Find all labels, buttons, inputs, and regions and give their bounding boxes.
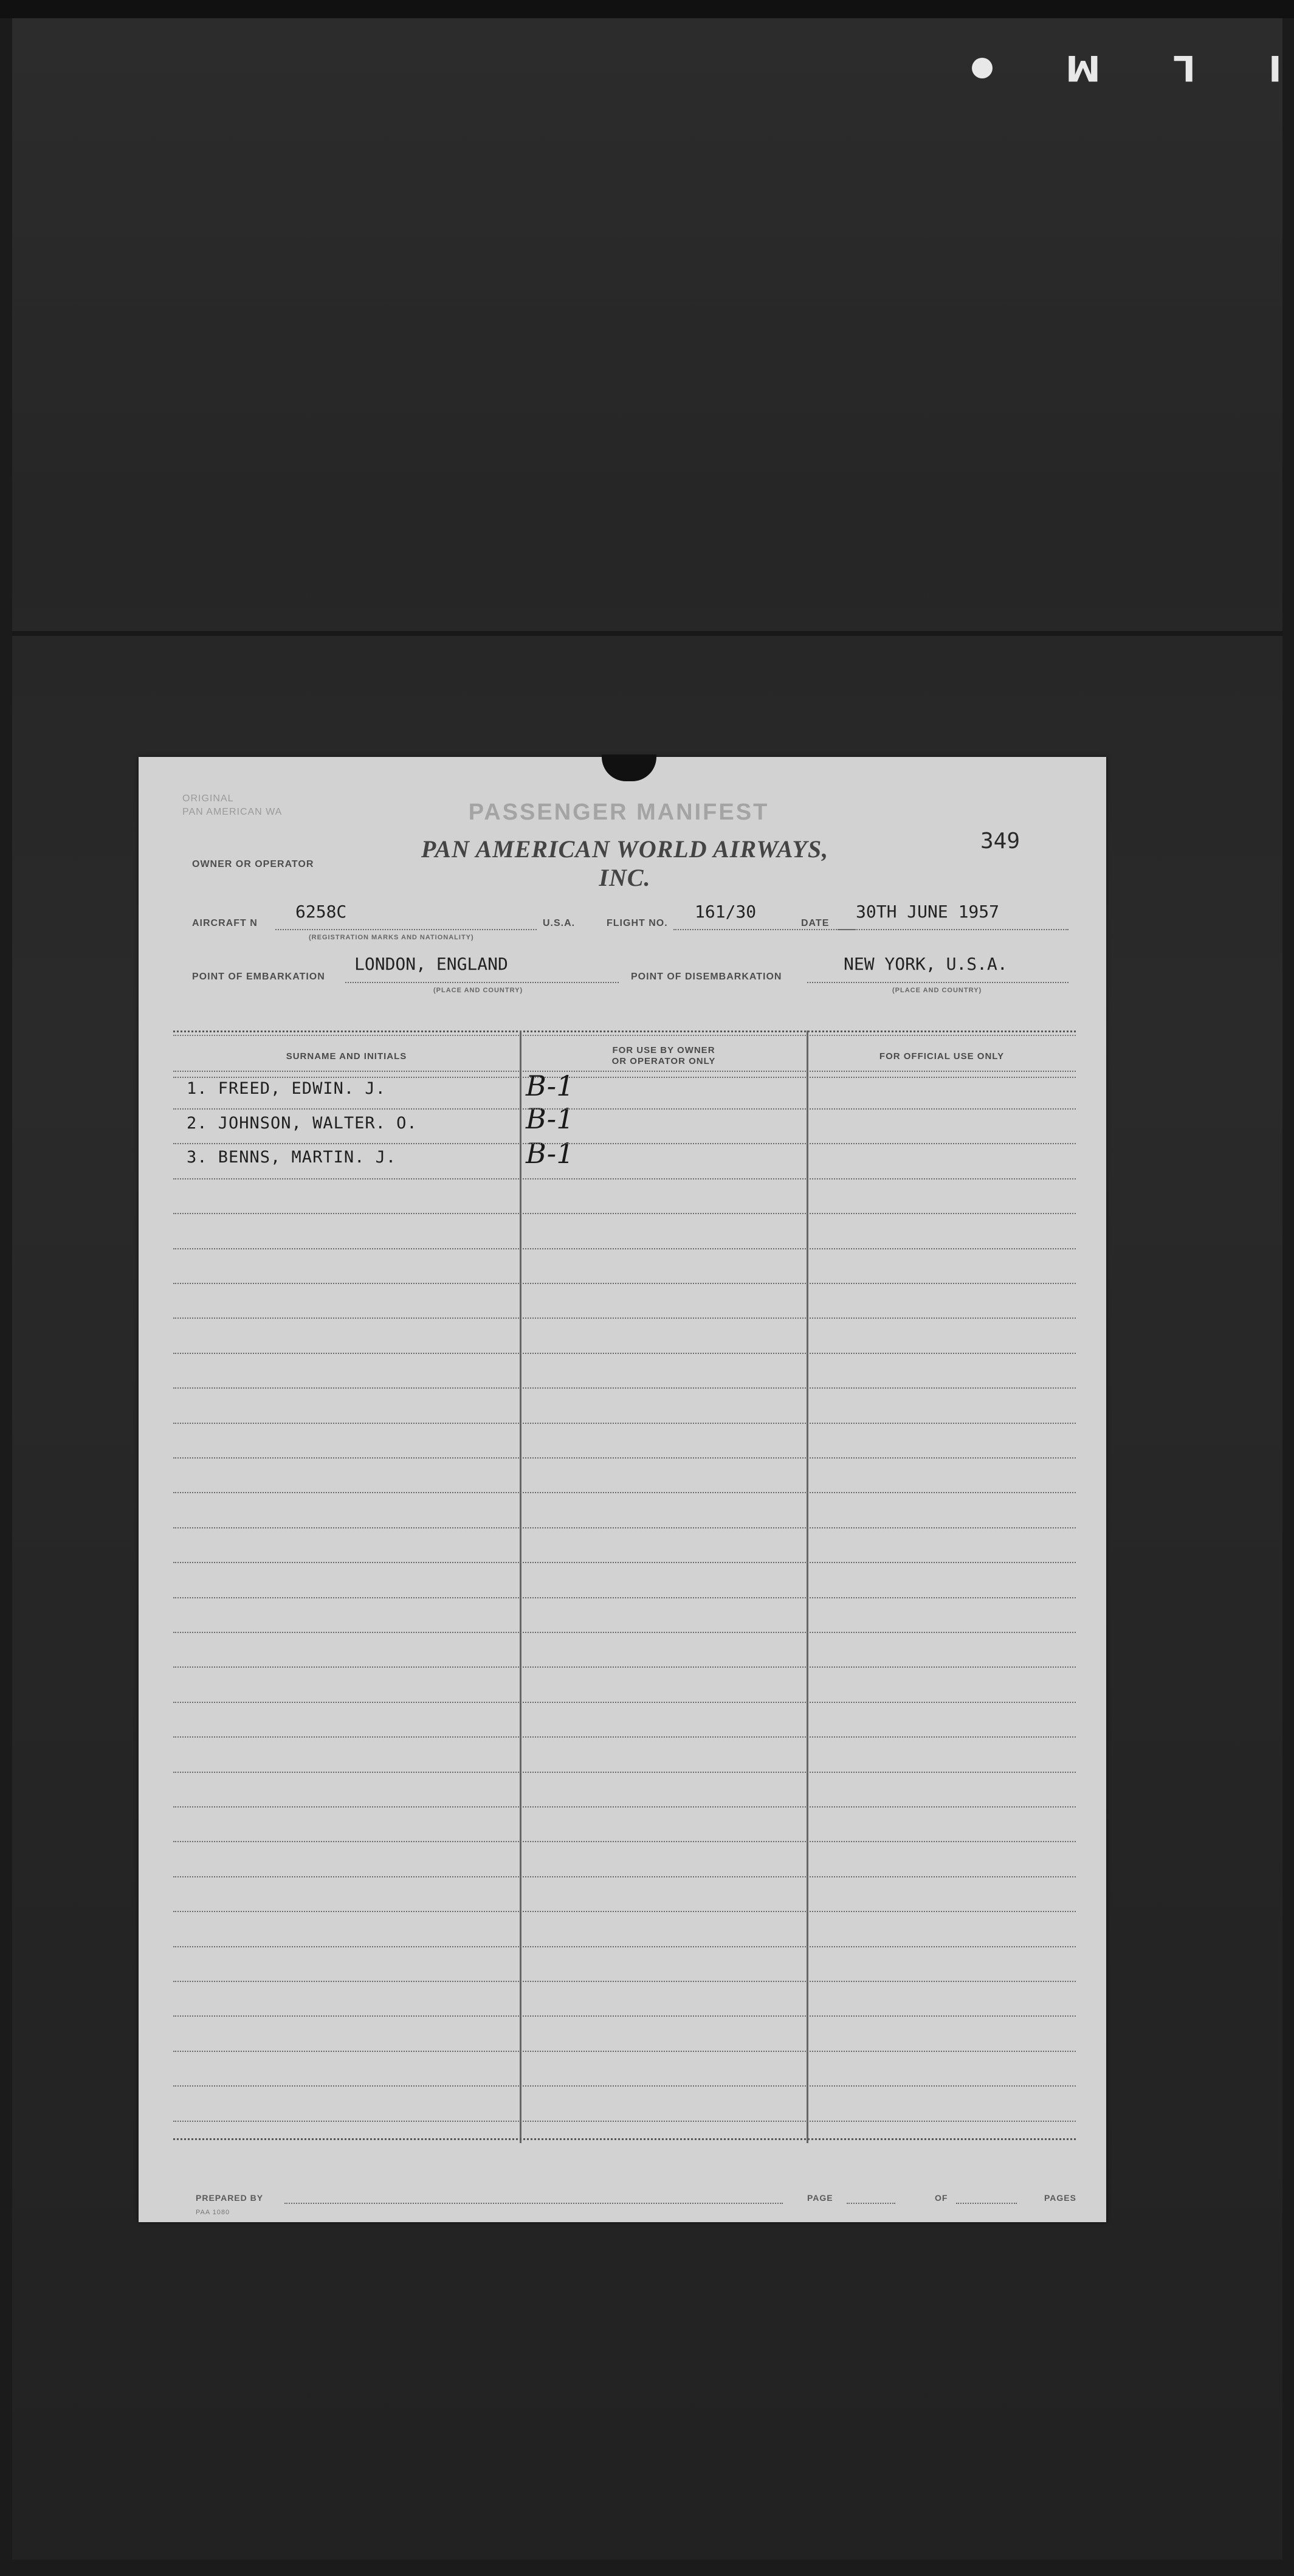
passenger-manifest-document [139,757,1106,2222]
embarkation-underline [345,982,619,983]
table-top-rule [173,1031,1076,1032]
passenger-row-2-mark: B-1 [526,1102,574,1135]
table-row-line [173,1666,1076,1668]
embarkation-value: LONDON, ENGLAND [354,954,508,974]
header-rule-top [173,1071,1076,1072]
table-row-line [173,1562,1076,1563]
table-row-line [173,1492,1076,1493]
disembarkation-label: POINT OF DISEMBARKATION [631,972,782,982]
punch-hole [602,754,656,781]
col-header-surname: SURNAME AND INITIALS [286,1051,407,1062]
table-row-line [173,1527,1076,1528]
film-frame-divider [12,631,1282,636]
pages-label: PAGES [1044,2193,1076,2203]
table-row-line [173,1248,1076,1249]
column-separator-1 [520,1031,521,2143]
flight-value: 161/30 [695,902,757,922]
date-label: DATE [801,918,830,928]
table-row-line [173,1597,1076,1598]
table-row-line [173,1772,1076,1773]
table-row-line [173,1981,1076,1982]
table-row-line [173,1911,1076,1912]
page-number: 349 [980,829,1020,854]
country-label: U.S.A. [543,918,576,928]
table-row-line [173,1387,1076,1389]
table-row-line [173,2085,1076,2087]
page-label: PAGE [807,2193,833,2203]
table-row-line [173,1457,1076,1459]
col-header-official: FOR OFFICIAL USE ONLY [879,1051,1005,1062]
table-row-line [173,1946,1076,1947]
film-mark-i: I [1268,47,1282,89]
original-stamp [182,792,328,819]
column-separator-2 [807,1031,808,2143]
passenger-row-1-mark: B-1 [526,1069,574,1102]
table-row-line [173,1143,1076,1144]
table-row-line [173,1423,1076,1424]
film-marks [972,47,1282,89]
col-header-owner-use-line-2: OR OPERATOR ONLY [611,1056,716,1066]
disembarkation-sublabel: (PLACE AND COUNTRY) [892,987,982,994]
owner-label: OWNER OR OPERATOR [192,859,314,869]
table-row-line [173,1283,1076,1284]
form-number: PAA 1080 [196,2209,230,2216]
table-row-line [173,1702,1076,1703]
aircraft-underline [275,929,537,930]
stamp-line-1: ORIGINAL [182,793,234,804]
prepared-by-label: PREPARED BY [196,2193,264,2203]
passenger-row-2-name: 2. JOHNSON, WALTER. O. [187,1114,418,1133]
passenger-row-1-name: 1. FREED, EDWIN. J. [187,1079,386,1098]
date-value: 30TH JUNE 1957 [856,902,1000,922]
col-header-owner-use [521,1045,807,1067]
passenger-row-3-name: 3. BENNS, MARTIN. J. [187,1148,397,1167]
passenger-row-3-mark: B-1 [526,1137,574,1170]
table-top-rule-2 [173,1035,1076,1036]
table-row-line [173,1632,1076,1633]
airline-name: PAN AMERICAN WORLD AIRWAYS, INC. [421,835,829,891]
date-underline [838,929,1069,930]
col-header-owner-use-line-1: FOR USE BY OWNER [612,1045,715,1055]
table-row-line [173,1178,1076,1179]
table-row-line [173,1806,1076,1808]
film-dot-icon [972,58,993,78]
prepared-by-underline [284,2203,783,2204]
embarkation-sublabel: (PLACE AND COUNTRY) [433,987,523,994]
aircraft-label: AIRCRAFT N [192,918,258,928]
table-row-line [173,1108,1076,1110]
table-row-line [173,1353,1076,1354]
table-bottom-rule [173,2138,1076,2140]
table-row-line [173,1317,1076,1319]
table-row-line [173,1841,1076,1842]
film-top-strip [0,0,1294,18]
of-underline [956,2203,1017,2204]
table-row-line [173,2121,1076,2122]
header-rule-bottom [173,1077,1076,1078]
table-row-line [173,1736,1076,1738]
aircraft-sublabel: (REGISTRATION MARKS AND NATIONALITY) [309,934,474,941]
disembarkation-value: NEW YORK, U.S.A. [844,954,1008,974]
of-label: OF [935,2193,948,2203]
passenger-table [173,1031,1076,2143]
flight-underline [673,929,856,930]
film-mark-l: L [1173,47,1196,89]
table-row-line [173,1213,1076,1214]
aircraft-value: 6258C [295,902,347,922]
flight-label: FLIGHT NO. [607,918,668,928]
table-row-line [173,1876,1076,1877]
film-mark-m: M [1065,47,1101,89]
stamp-line-2: PAN AMERICAN WA [182,807,283,817]
table-row-line [173,2051,1076,2052]
embarkation-label: POINT OF EMBARKATION [192,972,325,982]
manifest-title: PASSENGER MANIFEST [468,799,769,825]
page-underline [847,2203,895,2204]
disembarkation-underline [807,982,1069,983]
table-row-line [173,2015,1076,2017]
